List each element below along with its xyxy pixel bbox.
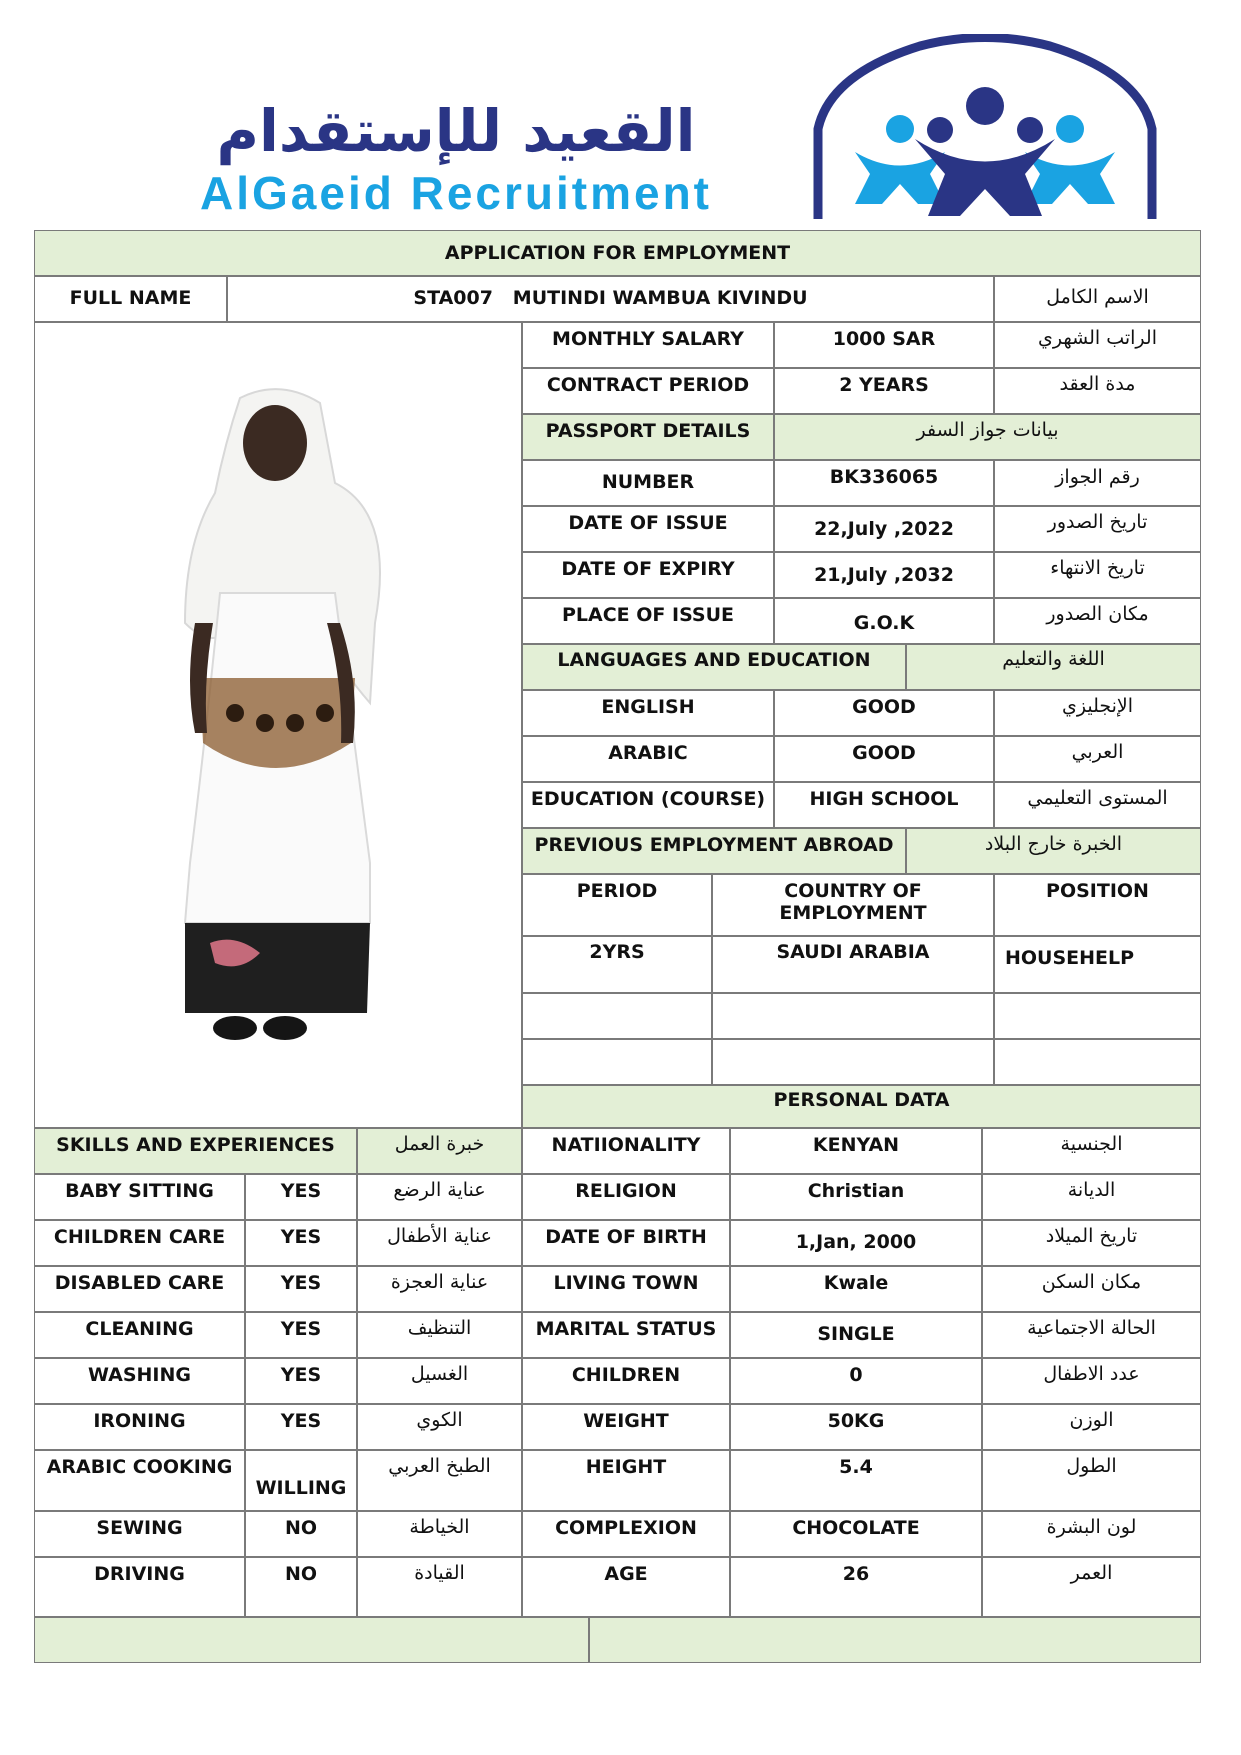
- personal-height-value: 5.4: [730, 1450, 982, 1511]
- skill-baby-sitting-label: BABY SITTING: [34, 1174, 245, 1220]
- passport-number-label-ar: رقم الجواز: [994, 460, 1201, 506]
- skill-ironing-label: IRONING: [34, 1404, 245, 1450]
- personal-complexion-label-ar: لون البشرة: [982, 1511, 1201, 1557]
- languages-header-ar: اللغة والتعليم: [906, 644, 1201, 690]
- skill-disabled-care-label-ar: عناية العجزة: [357, 1266, 522, 1312]
- skill-washing-label-ar: الغسيل: [357, 1358, 522, 1404]
- skill-washing-value: YES: [245, 1358, 357, 1404]
- previous-employment-header-ar: الخبرة خارج البلاد: [906, 828, 1201, 874]
- date-of-issue-value: 22,July ,2022: [774, 506, 994, 552]
- skill-sewing-label-ar: الخياطة: [357, 1511, 522, 1557]
- company-logo: [0, 0, 1241, 225]
- contract-period-label-ar: مدة العقد: [994, 368, 1201, 414]
- education-value: HIGH SCHOOL: [774, 782, 994, 828]
- arabic-label: ARABIC: [522, 736, 774, 782]
- skill-washing-label: WASHING: [34, 1358, 245, 1404]
- passport-number-label: NUMBER: [522, 460, 774, 506]
- contract-period-value: 2 YEARS: [774, 368, 994, 414]
- skill-children-care-label-ar: عناية الأطفال: [357, 1220, 522, 1266]
- skill-baby-sitting-label-ar: عناية الرضع: [357, 1174, 522, 1220]
- personal-data-header: PERSONAL DATA: [522, 1085, 1201, 1128]
- skill-cleaning-value: YES: [245, 1312, 357, 1358]
- skills-header: SKILLS AND EXPERIENCES: [34, 1128, 357, 1174]
- skills-header-ar: خبرة العمل: [357, 1128, 522, 1174]
- personal-height-label-ar: الطول: [982, 1450, 1201, 1511]
- contract-period-label: CONTRACT PERIOD: [522, 368, 774, 414]
- personal-height-label: HEIGHT: [522, 1450, 730, 1511]
- english-label: ENGLISH: [522, 690, 774, 736]
- personal-date-of-birth-value: 1,Jan, 2000: [730, 1220, 982, 1266]
- personal-age-value: 26: [730, 1557, 982, 1617]
- skill-driving-value: NO: [245, 1557, 357, 1617]
- passport-header: PASSPORT DETAILS: [522, 414, 774, 460]
- personal-age-label: AGE: [522, 1557, 730, 1617]
- english-label-ar: الإنجليزي: [994, 690, 1201, 736]
- english-value: GOOD: [774, 690, 994, 736]
- place-of-issue-value: G.O.K: [774, 598, 994, 644]
- personal-weight-value: 50KG: [730, 1404, 982, 1450]
- personal-living-town-label-ar: مكان السكن: [982, 1266, 1201, 1312]
- personal-living-town-value: Kwale: [730, 1266, 982, 1312]
- employment-column-position: POSITION: [994, 874, 1201, 936]
- personal-complexion-label: COMPLEXION: [522, 1511, 730, 1557]
- skill-arabic-cooking-label-ar: الطبخ العربي: [357, 1450, 522, 1511]
- full-name-value: STA007 MUTINDI WAMBUA KIVINDU: [227, 276, 994, 322]
- nationality-label: NATIIONALITY: [522, 1128, 730, 1174]
- applicant-photo: [34, 322, 522, 1128]
- passport-header-ar: بيانات جواز السفر: [774, 414, 1201, 460]
- skill-arabic-cooking-label: ARABIC COOKING: [34, 1450, 245, 1511]
- date-of-expiry-label-ar: تاريخ الانتهاء: [994, 552, 1201, 598]
- personal-complexion-value: CHOCOLATE: [730, 1511, 982, 1557]
- employment-row-2-position: [994, 993, 1201, 1039]
- arabic-label-ar: العربي: [994, 736, 1201, 782]
- personal-religion-label-ar: الديانة: [982, 1174, 1201, 1220]
- personal-weight-label-ar: الوزن: [982, 1404, 1201, 1450]
- monthly-salary-label-ar: الراتب الشهري: [994, 322, 1201, 368]
- skill-baby-sitting-value: YES: [245, 1174, 357, 1220]
- skill-arabic-cooking-value: WILLING: [245, 1450, 357, 1511]
- date-of-issue-label-ar: تاريخ الصدور: [994, 506, 1201, 552]
- employment-row-2-country: [712, 993, 994, 1039]
- passport-number-value: BK336065: [774, 460, 994, 506]
- education-label-ar: المستوى التعليمي: [994, 782, 1201, 828]
- nationality-label-ar: الجنسية: [982, 1128, 1201, 1174]
- personal-children-label-ar: عدد الاطفال: [982, 1358, 1201, 1404]
- personal-children-label: CHILDREN: [522, 1358, 730, 1404]
- logo-english-name: AlGaeid Recruitment: [200, 167, 712, 219]
- logo-people-icon: [810, 34, 1160, 224]
- personal-marital-status-label: MARITAL STATUS: [522, 1312, 730, 1358]
- personal-marital-status-label-ar: الحالة الاجتماعية: [982, 1312, 1201, 1358]
- form-title: APPLICATION FOR EMPLOYMENT: [34, 230, 1201, 276]
- skill-sewing-value: NO: [245, 1511, 357, 1557]
- person-figure-icon: [35, 323, 521, 1127]
- monthly-salary-value: 1000 SAR: [774, 322, 994, 368]
- languages-header: LANGUAGES AND EDUCATION: [522, 644, 906, 690]
- employment-row-1-position: HOUSEHELP: [994, 936, 1201, 993]
- skill-ironing-label-ar: الكوي: [357, 1404, 522, 1450]
- personal-date-of-birth-label: DATE OF BIRTH: [522, 1220, 730, 1266]
- full-name-label: FULL NAME: [34, 276, 227, 322]
- personal-religion-value: Christian: [730, 1174, 982, 1220]
- employment-row-3-position: [994, 1039, 1201, 1085]
- personal-children-value: 0: [730, 1358, 982, 1404]
- personal-marital-status-value: SINGLE: [730, 1312, 982, 1358]
- personal-age-label-ar: العمر: [982, 1557, 1201, 1617]
- arabic-value: GOOD: [774, 736, 994, 782]
- skill-children-care-value: YES: [245, 1220, 357, 1266]
- personal-living-town-label: LIVING TOWN: [522, 1266, 730, 1312]
- employment-row-1-country: SAUDI ARABIA: [712, 936, 994, 993]
- skill-children-care-label: CHILDREN CARE: [34, 1220, 245, 1266]
- previous-employment-header: PREVIOUS EMPLOYMENT ABROAD: [522, 828, 906, 874]
- skill-cleaning-label-ar: التنظيف: [357, 1312, 522, 1358]
- personal-weight-label: WEIGHT: [522, 1404, 730, 1450]
- date-of-expiry-value: 21,July ,2032: [774, 552, 994, 598]
- footer-cell-left: [34, 1617, 589, 1663]
- monthly-salary-label: MONTHLY SALARY: [522, 322, 774, 368]
- place-of-issue-label-ar: مكان الصدور: [994, 598, 1201, 644]
- date-of-issue-label: DATE OF ISSUE: [522, 506, 774, 552]
- employment-row-2-period: [522, 993, 712, 1039]
- footer-cell-right: [589, 1617, 1201, 1663]
- skill-sewing-label: SEWING: [34, 1511, 245, 1557]
- nationality-value: KENYAN: [730, 1128, 982, 1174]
- logo-arabic-name: القعيد للإستقدام: [216, 97, 696, 165]
- personal-religion-label: RELIGION: [522, 1174, 730, 1220]
- employment-row-3-period: [522, 1039, 712, 1085]
- date-of-expiry-label: DATE OF EXPIRY: [522, 552, 774, 598]
- personal-date-of-birth-label-ar: تاريخ الميلاد: [982, 1220, 1201, 1266]
- skill-disabled-care-value: YES: [245, 1266, 357, 1312]
- place-of-issue-label: PLACE OF ISSUE: [522, 598, 774, 644]
- employment-column-country: COUNTRY OF EMPLOYMENT: [712, 874, 994, 936]
- skill-ironing-value: YES: [245, 1404, 357, 1450]
- education-label: EDUCATION (COURSE): [522, 782, 774, 828]
- employment-row-1-period: 2YRS: [522, 936, 712, 993]
- skill-driving-label-ar: القيادة: [357, 1557, 522, 1617]
- skill-disabled-care-label: DISABLED CARE: [34, 1266, 245, 1312]
- skill-cleaning-label: CLEANING: [34, 1312, 245, 1358]
- employment-column-period: PERIOD: [522, 874, 712, 936]
- skill-driving-label: DRIVING: [34, 1557, 245, 1617]
- employment-row-3-country: [712, 1039, 994, 1085]
- full-name-label-ar: الاسم الكامل: [994, 276, 1201, 322]
